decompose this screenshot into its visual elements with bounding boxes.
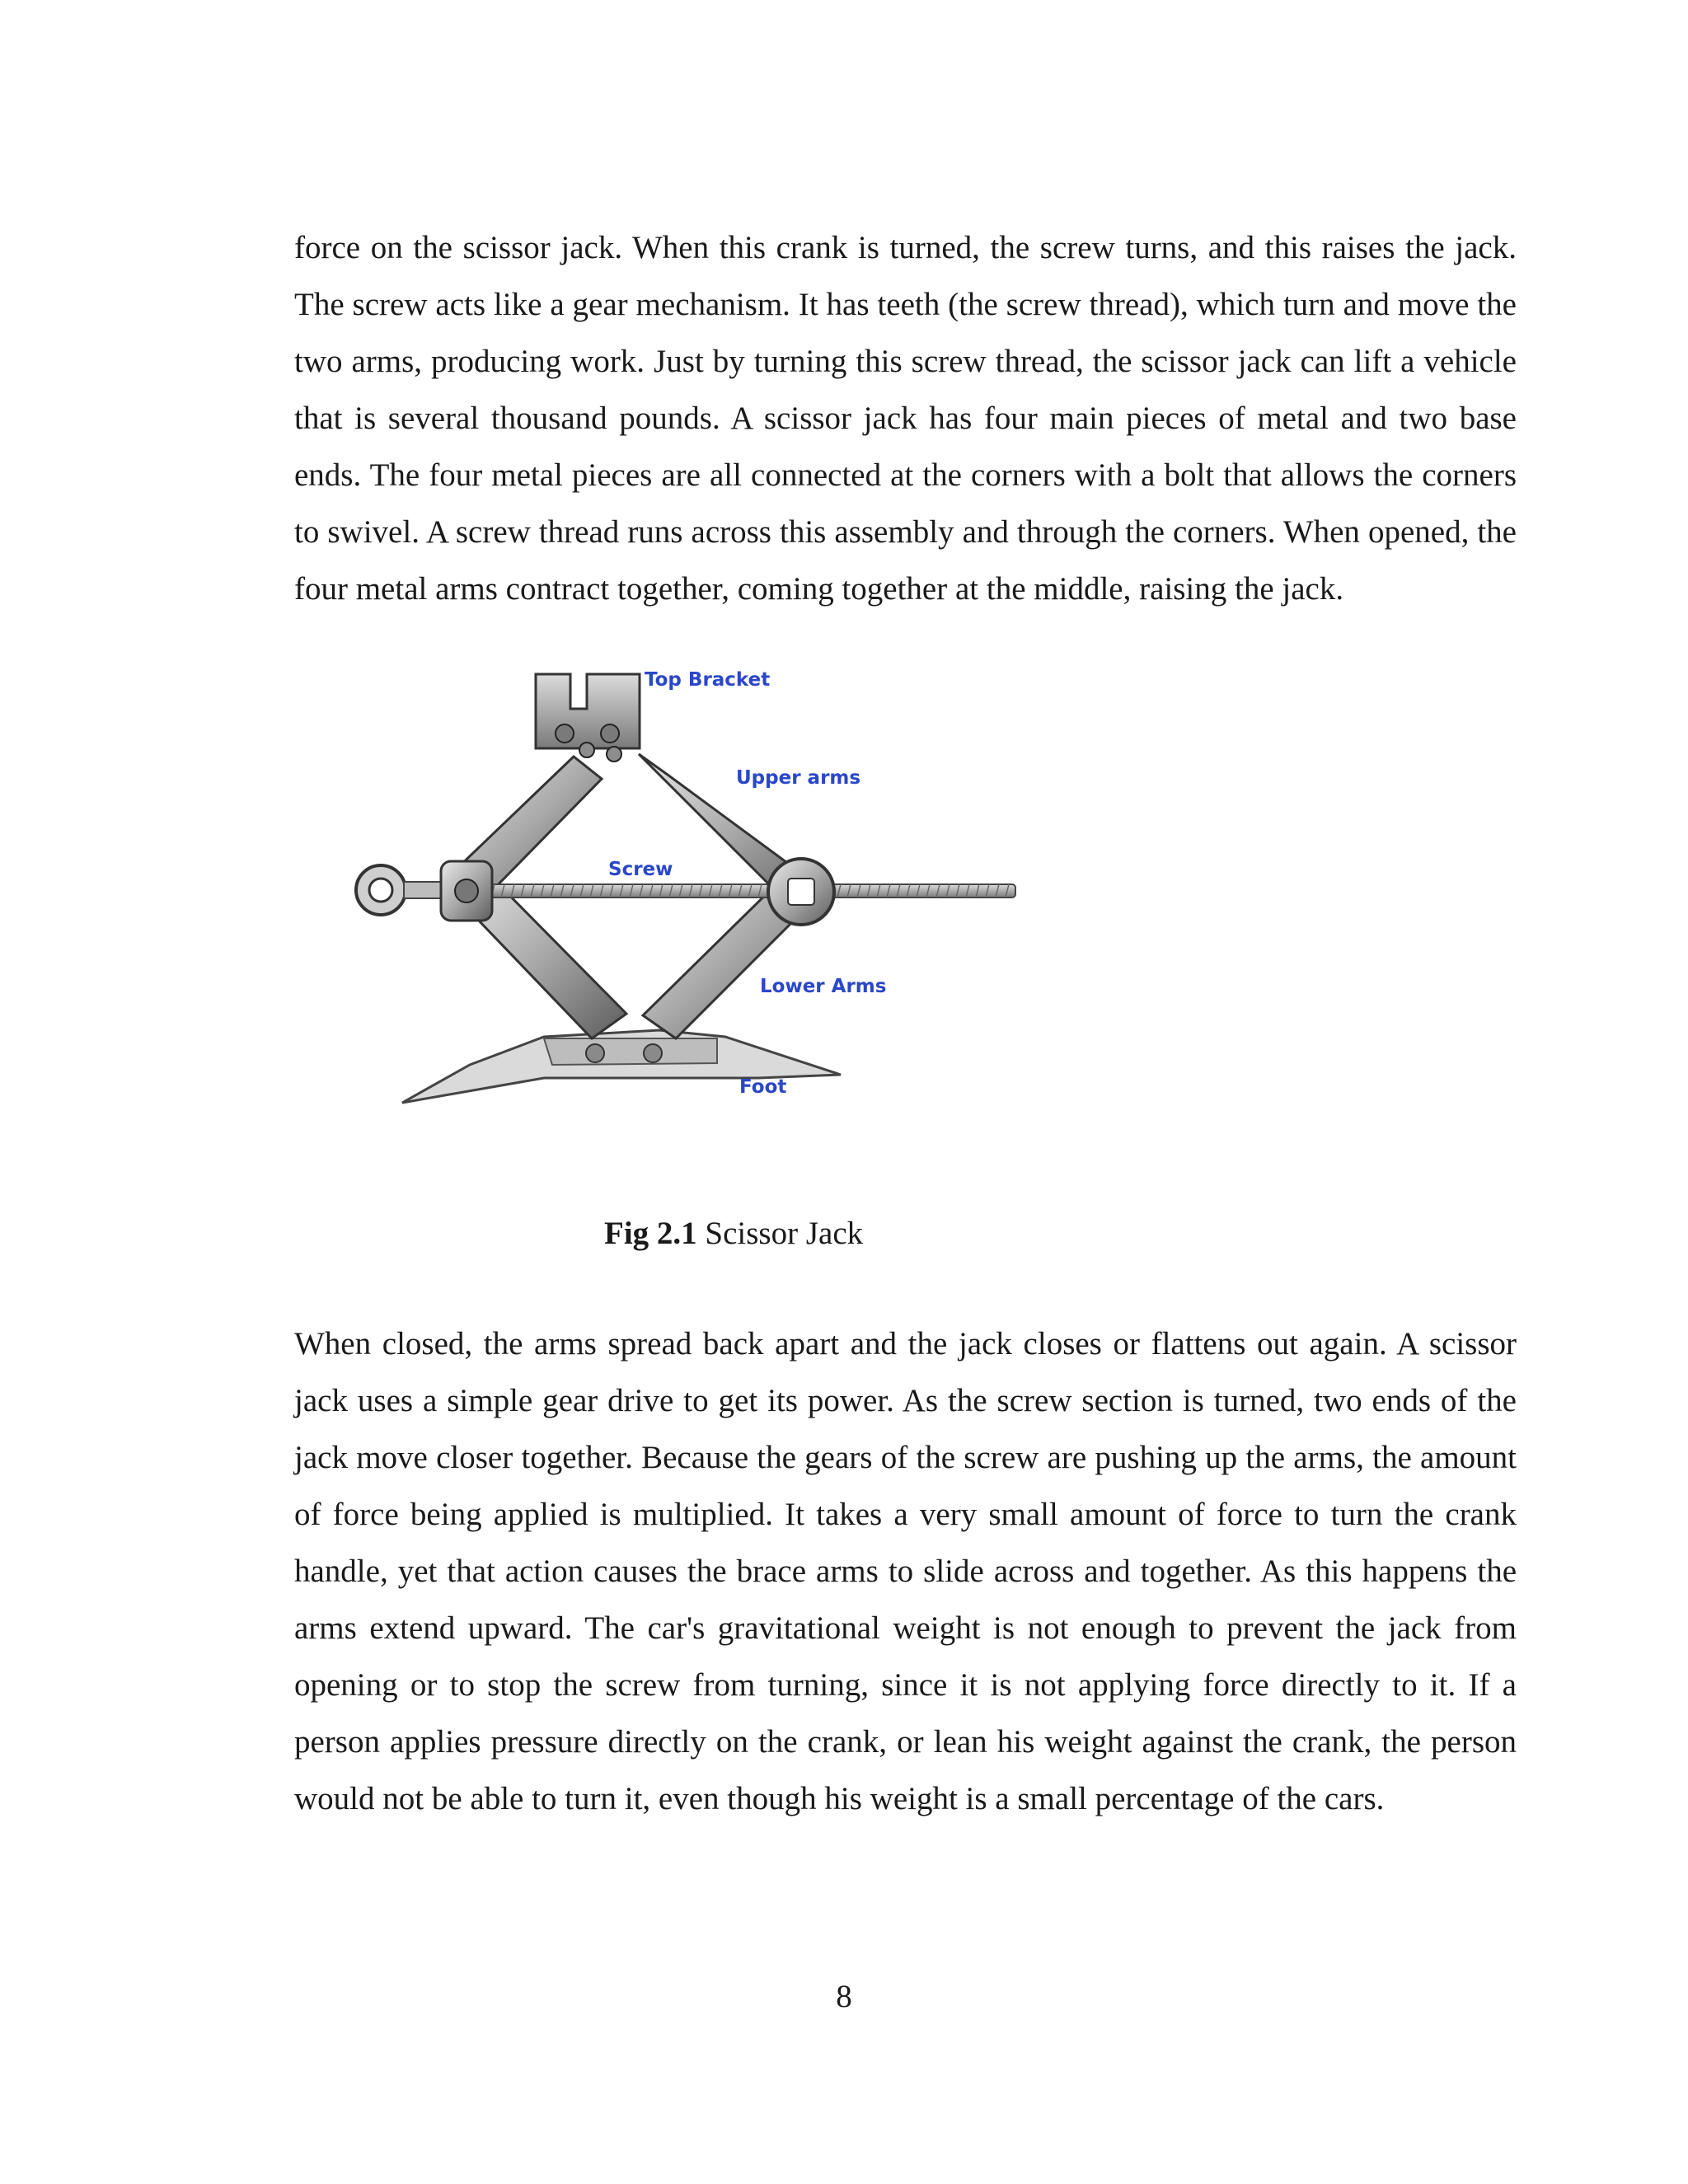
top-bracket-shape: [536, 674, 640, 748]
scissor-jack-illustration: [330, 651, 1203, 1162]
scissor-jack-figure: [330, 651, 1203, 1162]
label-screw: Screw: [608, 859, 673, 880]
body-paragraph-2: When closed, the arms spread back apart and the jack closes or flattens out again. A scissor jack uses a simple gear drive to get its power. As the screw section is turned, two ends of the jack move closer together. Because the gears of the screw are pushing up the arms, the amount of force being applied is multiplied. It takes a very small amount of force to turn the crank handle, yet that action causes the brace arms to slide across and together. As this happens the arms extend upward. The car's gravitational weight is not enough to prevent the jack from opening or to stop the screw from turning, since it is not applying force directly to it. If a person applies pressure directly on the crank, or lean his weight against the crank, the person would not be able to turn it, even though his weight is a small percentage of the cars.: [294, 1326, 1517, 1816]
label-foot: Foot: [739, 1076, 787, 1098]
figure-caption-text: Scissor Jack: [696, 1216, 864, 1251]
figure-caption: [604, 1213, 863, 1254]
label-lower-arms: Lower Arms: [760, 976, 887, 997]
body-paragraph-1: force on the scissor jack. When this crank is turned, the screw turns, and this raises the jack. The screw acts like a gear mechanism. It has teeth (the screw thread), which turn and move the two arms, producing work. Just by turning this screw thread, the scissor jack can lift a vehicle that is several thousand pounds. A scissor jack has four main pieces of metal and two base ends. The four metal pieces are all connected at the corners with a bolt that allows the corners to swivel. A screw thread runs across this assembly and through the corners. When opened, the four metal arms contract together, coming together at the middle, raising the jack.: [294, 230, 1517, 607]
screw-rod: [478, 884, 1015, 898]
page-number: 8: [836, 1979, 852, 2014]
label-upper-arms: Upper arms: [736, 767, 861, 789]
figure-caption-number: Fig 2.1: [604, 1216, 697, 1251]
label-top-bracket: Top Bracket: [645, 669, 771, 691]
